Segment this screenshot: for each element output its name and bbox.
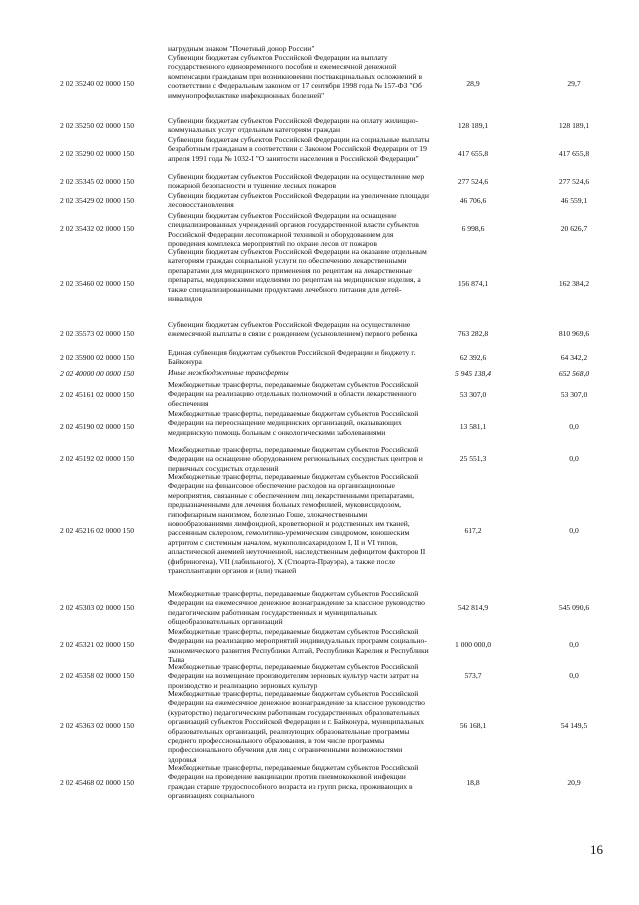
amount-year-1: 28,9 (466, 79, 480, 88)
amount-year-1: 13 581,1 (459, 422, 487, 431)
amount-year-1: 53 307,0 (459, 390, 487, 399)
amount-year-2: 0,0 (569, 640, 579, 649)
amount-year-2: 417 655,8 (558, 149, 590, 158)
amount-year-2: 64 342,2 (560, 353, 588, 362)
amount-year-1: 5 945 138,4 (454, 369, 492, 378)
item-description: Межбюджетные трансферты, передаваемые бюджетам субъектов Российской Федерации на реализацию отдельных полномочий в области лекарственного обеспечения (168, 380, 419, 408)
item-description: Единая субвенция бюджетам субъектов Российской Федерации и бюджету г. Байконура (168, 348, 416, 367)
budget-code: 2 02 45321 02 0000 150 (60, 640, 135, 649)
amount-year-2: 46 559,1 (560, 196, 588, 205)
amount-year-2: 545 090,6 (558, 603, 590, 612)
amount-year-2: 53 307,0 (560, 390, 588, 399)
table-row (0, 662, 639, 689)
item-description: Межбюджетные трансферты, передаваемые бюджетам субъектов Российской Федерации на возмещение производителям зерновых культур части затрат на производство и реализацию зерновых культур (168, 662, 419, 690)
budget-code: 2 02 35345 02 0000 150 (60, 177, 135, 186)
amount-year-2: 162 384,2 (558, 279, 590, 288)
budget-code: 2 02 35290 02 0000 150 (60, 149, 135, 158)
amount-year-1: 763 282,8 (457, 329, 489, 338)
budget-code: 2 02 45192 02 0000 150 (60, 454, 135, 463)
budget-code: 2 02 35900 02 0000 150 (60, 353, 135, 362)
budget-code: 2 02 35460 02 0000 150 (60, 279, 135, 288)
amount-year-1: 277 524,6 (457, 177, 489, 186)
amount-year-1: 6 998,6 (461, 224, 485, 233)
table-row (0, 445, 639, 472)
item-description: Межбюджетные трансферты, передаваемые бюджетам субъектов Российской Федерации на реализацию мероприятий индивидуальных программ социально-экономического развития Республики Алтай, Республики Карелия и Республики Тыва (168, 627, 429, 665)
budget-code: 2 02 45358 02 0000 150 (60, 671, 135, 680)
amount-year-1: 573,7 (464, 671, 482, 680)
table-row (0, 472, 639, 589)
budget-code: 2 02 35573 02 0000 150 (60, 329, 135, 338)
amount-year-2: 128 189,1 (558, 121, 590, 130)
item-description: Субвенции бюджетам субъектов Российской Федерации на оплату жилищно-коммунальных услуг отдельным категориям граждан (168, 116, 419, 135)
amount-year-1: 128 189,1 (457, 121, 489, 130)
item-description: Межбюджетные трансферты, передаваемые бюджетам субъектов Российской Федерации на оснащение оборудованием региональных сосудистых центров и первичных сосудистых отделений (168, 445, 423, 473)
amount-year-2: 0,0 (569, 454, 579, 463)
item-description: Субвенции бюджетам субъектов Российской Федерации на выплату государственного единовременного пособия и ежемесячной денежной компенсации гражданам при возникновении поствакцинальных осложнений в соответствии с Федеральным законом от 17 сентября 1998 года № 157-ФЗ "Об иммунопрофилактике инфекционных болезней" (168, 53, 423, 100)
table-row (0, 172, 639, 191)
budget-code: 2 02 40000 00 0000 150 (60, 369, 135, 378)
amount-year-2: 652 568,0 (558, 369, 590, 378)
amount-year-2: 0,0 (569, 526, 579, 535)
item-description: Иные межбюджетные трансферты (168, 368, 289, 377)
table-row (0, 409, 639, 445)
budget-code: 2 02 35250 02 0000 150 (60, 121, 135, 130)
table-row (0, 368, 639, 379)
table-row (0, 380, 639, 409)
budget-code: 2 02 45303 02 0000 150 (60, 603, 135, 612)
amount-year-1: 18,8 (466, 778, 480, 787)
item-description: Субвенции бюджетам субъектов Российской Федерации на осуществление мер пожарной безопасности и тушение лесных пожаров (168, 172, 425, 191)
amount-year-2: 29,7 (567, 79, 581, 88)
budget-code: 2 02 35429 02 0000 150 (60, 196, 135, 205)
table-row (0, 135, 639, 172)
table-row (0, 44, 639, 53)
table-row (0, 116, 639, 135)
amount-year-1: 156 874,1 (457, 279, 489, 288)
amount-year-2: 0,0 (569, 422, 579, 431)
item-description: Межбюджетные трансферты, передаваемые бюджетам субъектов Российской Федерации на проведение вакцинации против пневмококковой инфекции граждан старше трудоспособного возраста из групп риска, проживающих в организациях социального (168, 763, 419, 801)
budget-code: 2 02 45190 02 0000 150 (60, 422, 135, 431)
table-row (0, 53, 639, 115)
table-row (0, 627, 639, 665)
table-row (0, 689, 639, 763)
table-row (0, 211, 639, 247)
amount-year-1: 417 655,8 (457, 149, 489, 158)
table-row (0, 320, 639, 348)
table-row (0, 763, 639, 803)
budget-code: 2 02 35432 02 0000 150 (60, 224, 135, 233)
item-description: Межбюджетные трансферты, передаваемые бюджетам субъектов Российской Федерации на ежемесячное денежное вознаграждение за классное руководство (кураторство) педагогическим работникам государственных образовательных организаций субъектов Российской Федерации и г. Байконура, муниципальных образовательных организаций, реализующих образовательные программы среднего профессионального образования, в том числе программы профессионального обучения для лиц с ограниченными возможностями здоровья (168, 689, 425, 764)
amount-year-1: 542 814,9 (457, 603, 489, 612)
item-description: Межбюджетные трансферты, передаваемые бюджетам субъектов Российской Федерации на финансовое обеспечение расходов на организационные мероприятия, связанные с обеспечением лиц лекарственными препаратами, предназначенными для лечения больных гемофилией, муковисцидозом, гипофизарным нанизмом, болезнью Гоше, злокачественными новообразованиями лимфоидной, кроветворной и родственных им тканей, рассеянным склерозом, гемолитико-уремическим синдромом, юношеским артритом с системным началом, мукополисахаридозом I, II и VI типов, апластической анемией неуточненной, наследственным дефицитом факторов II (фибриногена), VII (лабильного), X (Стюарта-Прауэра), а также после трансплантации органов и (или) тканей (168, 472, 426, 576)
page-number: 16 (590, 842, 603, 857)
item-description: Субвенции бюджетам субъектов Российской Федерации на социальные выплаты безработным гражданам в соответствии с Законом Российской Федерации от 19 апреля 1991 года № 1032-I "О занятости населения в Российской Федерации" (168, 135, 430, 163)
item-description: Субвенции бюджетам субъектов Российской Федерации на осуществление ежемесячной выплаты в связи с рождением (усыновлением) первого ребенка (168, 320, 418, 339)
budget-code: 2 02 45363 02 0000 150 (60, 721, 135, 730)
amount-year-1: 25 551,3 (459, 454, 487, 463)
amount-year-1: 56 168,1 (459, 721, 487, 730)
item-description: Межбюджетные трансферты, передаваемые бюджетам субъектов Российской Федерации на ежемесячное денежное вознаграждение за классное руководство педагогическим работникам государственных и муниципальных общеобразовательных организаций (168, 589, 425, 627)
item-description: Межбюджетные трансферты, передаваемые бюджетам субъектов Российской Федерации на переоснащение медицинских организаций, оказывающих медицинскую помощь больным с онкологическими заболеваниями (168, 409, 419, 437)
amount-year-2: 0,0 (569, 671, 579, 680)
amount-year-1: 62 392,6 (459, 353, 487, 362)
amount-year-1: 46 706,6 (459, 196, 487, 205)
item-description: нагрудным знаком "Почетный донор России" (168, 44, 315, 53)
amount-year-2: 277 524,6 (558, 177, 590, 186)
budget-code: 2 02 45468 02 0000 150 (60, 778, 135, 787)
table-row (0, 247, 639, 320)
item-description: Субвенции бюджетам субъектов Российской Федерации на оказание отдельным категориям граждан социальной услуги по обеспечению лекарственными препаратами для медицинского применения по рецептам на лекарственные препараты, медицинскими изделиями по рецептам на медицинские изделия, а также специализированными продуктами лечебного питания для детей-инвалидов (168, 247, 427, 304)
table-row (0, 589, 639, 627)
amount-year-2: 54 149,5 (560, 721, 588, 730)
amount-year-2: 20,9 (567, 778, 581, 787)
budget-code: 2 02 35240 02 0000 150 (60, 79, 135, 88)
budget-code: 2 02 45216 02 0000 150 (60, 526, 135, 535)
table-row (0, 348, 639, 367)
amount-year-2: 20 626,7 (560, 224, 588, 233)
budget-code: 2 02 45161 02 0000 150 (60, 390, 135, 399)
item-description: Субвенции бюджетам субъектов Российской Федерации на увеличение площади лесовосстановления (168, 191, 429, 210)
item-description: Субвенции бюджетам субъектов Российской Федерации на оснащение специализированных учреждений органов государственной власти субъектов Российской Федерации лесопожарной техникой и оборудованием для проведения комплекса мероприятий по охране лесов от пожаров (168, 211, 419, 249)
amount-year-1: 617,2 (464, 526, 482, 535)
table-row (0, 191, 639, 210)
amount-year-2: 810 969,6 (558, 329, 590, 338)
amount-year-1: 1 000 000,0 (454, 640, 492, 649)
